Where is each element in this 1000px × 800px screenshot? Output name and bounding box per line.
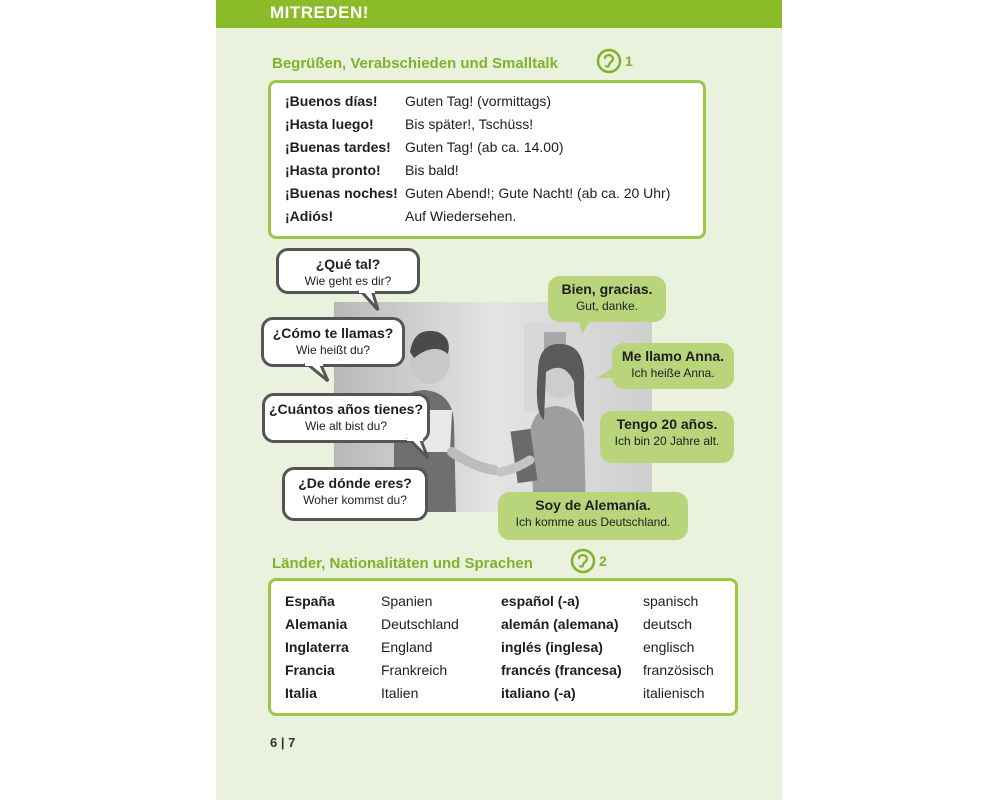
country-row: Francia Frankreich francés (francesa) französisch: [285, 662, 714, 678]
audio-track-number: 1: [625, 53, 633, 69]
section-title-countries: Länder, Nationalitäten und Sprachen: [272, 555, 533, 572]
greeting-row: ¡Buenas noches! Guten Abend!; Gute Nacht! (ab ca. 20 Uhr): [285, 185, 671, 201]
bubble-tail: [304, 363, 330, 383]
header-bar: [216, 0, 782, 28]
countries-box: [268, 578, 738, 716]
greetings-box: [268, 80, 706, 239]
audio-track-1: [596, 48, 633, 74]
bubble-tail: [406, 438, 432, 460]
audio-track-number: 2: [599, 553, 607, 569]
greeting-row: ¡Hasta luego! Bis später!, Tschüss!: [285, 116, 534, 132]
bubble-tail: [358, 290, 382, 312]
question-bubble: ¿Cuántos años tienes? Wie alt bist du?: [262, 393, 430, 443]
section-title-greetings: Begrüßen, Verabschieden und Smalltalk: [272, 55, 558, 72]
answer-bubble: Me llamo Anna. Ich heiße Anna.: [612, 343, 734, 389]
greeting-row: ¡Buenas tardes! Guten Tag! (ab ca. 14.00): [285, 139, 564, 155]
page-numbers: 6 | 7: [270, 735, 296, 750]
greeting-row: ¡Buenos días! Guten Tag! (vormittags): [285, 93, 552, 109]
country-row: Italia Italien italiano (-a) italienisch: [285, 685, 705, 701]
answer-bubble: Soy de Alemanía. Ich komme aus Deutschland.: [498, 492, 688, 540]
country-row: Alemania Deutschland alemán (alemana) deutsch: [285, 616, 693, 632]
answer-bubble: Bien, gracias. Gut, danke.: [548, 276, 666, 322]
question-bubble: ¿Qué tal? Wie geht es dir?: [276, 248, 420, 294]
book-page: [216, 0, 782, 800]
greeting-row: ¡Hasta pronto! Bis bald!: [285, 162, 459, 178]
page-title: MITREDEN!: [270, 3, 369, 22]
audio-track-2: [570, 548, 607, 574]
bubble-tail: [578, 318, 596, 334]
answer-bubble: Tengo 20 años. Ich bin 20 Jahre alt.: [600, 411, 734, 463]
ear-icon: [570, 548, 596, 574]
bubble-tail: [596, 365, 616, 381]
country-row: España Spanien español (-a) spanisch: [285, 593, 699, 609]
country-row: Inglaterra England inglés (inglesa) englisch: [285, 639, 695, 655]
ear-icon: [596, 48, 622, 74]
question-bubble: ¿Cómo te llamas? Wie heißt du?: [261, 317, 405, 367]
greeting-row: ¡Adiós! Auf Wiedersehen.: [285, 208, 517, 224]
question-bubble: ¿De dónde eres? Woher kommst du?: [282, 467, 428, 521]
